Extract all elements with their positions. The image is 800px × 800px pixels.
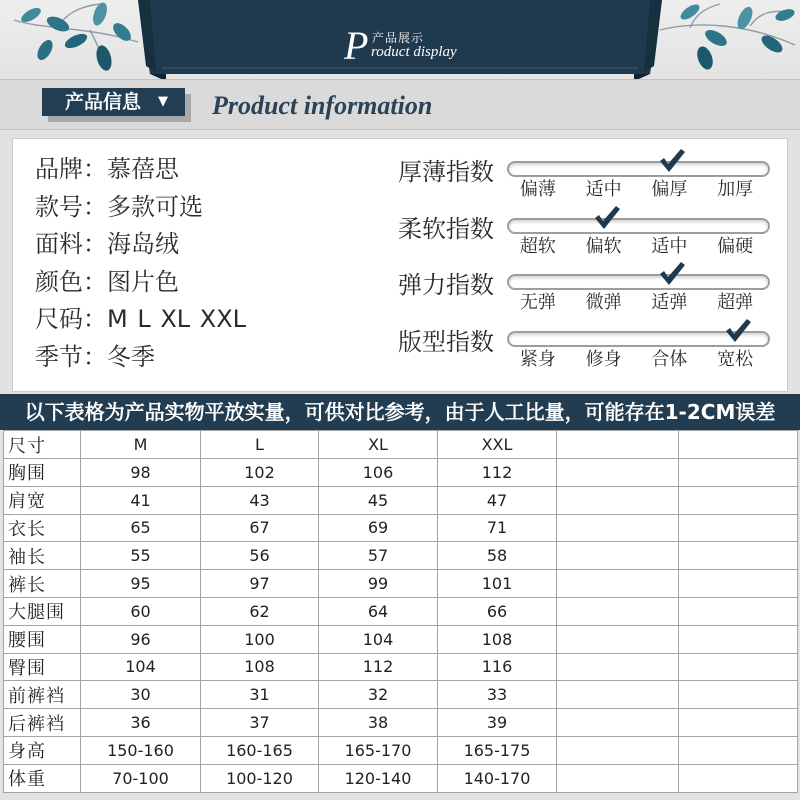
table-cell: 43 <box>201 486 319 514</box>
table-header-row <box>4 431 798 459</box>
index-option: 微弹 <box>585 292 622 313</box>
table-cell: 100 <box>201 625 319 653</box>
attr-value: M L XL XXL <box>107 305 247 334</box>
index-option: 偏软 <box>585 235 622 257</box>
check-mark-icon <box>594 206 620 230</box>
measure-label: 衣长 <box>4 514 81 542</box>
check-mark-icon <box>659 149 685 173</box>
triangle-down-icon: ▼ <box>158 94 168 109</box>
empty-cell <box>557 486 679 514</box>
measure-label: 肩宽 <box>4 486 81 514</box>
index-option: 偏硬 <box>717 235 754 257</box>
index-option: 宽松 <box>717 348 754 370</box>
index-label: 厚薄指数 <box>398 158 494 186</box>
measure-label: 前裤裆 <box>4 681 81 709</box>
measure-label: 后裤裆 <box>4 709 81 737</box>
table-cell: 165-175 <box>438 736 557 764</box>
index-thickness <box>0 150 800 206</box>
attr-label: 品牌： <box>35 155 107 183</box>
attr-label: 季节： <box>35 342 107 371</box>
index-softness <box>0 207 800 263</box>
table-cell: 55 <box>81 542 201 570</box>
empty-cell <box>557 542 679 570</box>
table-cell: 36 <box>81 709 201 737</box>
header-cell: XL <box>319 431 438 459</box>
index-option: 超软 <box>519 235 556 257</box>
empty-cell <box>679 597 798 625</box>
empty-cell <box>557 625 679 653</box>
table-cell: 39 <box>438 709 557 737</box>
table-cell: 56 <box>201 542 319 570</box>
table-cell: 41 <box>81 486 201 514</box>
index-option: 无弹 <box>519 292 556 313</box>
empty-cell <box>557 653 679 681</box>
table-cell: 140-170 <box>438 764 557 792</box>
leaf-decoration-left <box>0 0 150 80</box>
section-tab-label: 产品信息 <box>65 91 142 113</box>
table-cell: 106 <box>319 459 438 487</box>
table-cell: 38 <box>319 709 438 737</box>
index-label: 版型指数 <box>398 327 494 356</box>
table-cell: 104 <box>319 625 438 653</box>
attr-value: 图片色 <box>107 267 179 296</box>
index-option: 修身 <box>585 348 622 370</box>
section-tab <box>42 88 185 116</box>
measure-label: 腰围 <box>4 625 81 653</box>
table-row <box>4 486 798 514</box>
index-track <box>507 218 770 234</box>
empty-cell <box>557 736 679 764</box>
check-mark-icon <box>725 319 751 343</box>
table-row <box>4 597 798 625</box>
table-cell: 101 <box>438 570 557 598</box>
table-cell: 64 <box>319 597 438 625</box>
index-track <box>507 161 770 177</box>
empty-cell <box>679 486 798 514</box>
empty-cell <box>679 542 798 570</box>
table-cell: 97 <box>201 570 319 598</box>
table-row <box>4 459 798 487</box>
empty-cell <box>557 459 679 487</box>
table-cell: 112 <box>438 459 557 487</box>
table-row <box>4 764 798 792</box>
empty-cell <box>557 431 679 459</box>
table-cell: 108 <box>438 625 557 653</box>
empty-cell <box>557 709 679 737</box>
empty-cell <box>679 764 798 792</box>
table-cell: 67 <box>201 514 319 542</box>
table-cell: 150-160 <box>81 736 201 764</box>
attr-label: 款号： <box>35 192 107 221</box>
table-cell: 71 <box>438 514 557 542</box>
header-cell: M <box>81 431 201 459</box>
empty-cell <box>557 570 679 598</box>
table-cell: 31 <box>201 681 319 709</box>
index-track <box>507 274 770 290</box>
empty-cell <box>679 459 798 487</box>
empty-cell <box>679 514 798 542</box>
table-row <box>4 736 798 764</box>
table-cell: 45 <box>319 486 438 514</box>
index-label: 弹力指数 <box>398 271 494 299</box>
table-cell: 102 <box>201 459 319 487</box>
index-option: 适中 <box>585 179 622 200</box>
index-option: 合体 <box>651 348 688 370</box>
attr-label: 尺码： <box>35 305 107 334</box>
table-row <box>4 653 798 681</box>
table-cell: 100-120 <box>201 764 319 792</box>
measure-label: 袖长 <box>4 542 81 570</box>
index-options <box>505 350 768 370</box>
table-cell: 69 <box>319 514 438 542</box>
table-row <box>4 514 798 542</box>
table-cell: 98 <box>81 459 201 487</box>
measure-label: 大腿围 <box>4 597 81 625</box>
empty-cell <box>679 681 798 709</box>
measure-label: 臀围 <box>4 653 81 681</box>
table-cell: 60 <box>81 597 201 625</box>
attr-label: 颜色： <box>35 267 107 296</box>
table-cell: 99 <box>319 570 438 598</box>
table-cell: 57 <box>319 542 438 570</box>
table-cell: 58 <box>438 542 557 570</box>
measure-label: 裤长 <box>4 570 81 598</box>
index-fit <box>0 320 800 376</box>
table-cell: 70-100 <box>81 764 201 792</box>
empty-cell <box>679 570 798 598</box>
table-row <box>4 625 798 653</box>
measurement-notice: 以下表格为产品实物平放实量，可供对比参考，由于人工比量，可能存在1-2CM误差 <box>0 394 800 430</box>
index-option: 紧身 <box>519 348 556 370</box>
table-row <box>4 570 798 598</box>
table-cell: 33 <box>438 681 557 709</box>
table-cell: 95 <box>81 570 201 598</box>
empty-cell <box>557 597 679 625</box>
header-cell: XXL <box>438 431 557 459</box>
index-option: 超弹 <box>717 292 754 313</box>
banner-title-cn: 产品展示 <box>372 31 425 45</box>
table-cell: 65 <box>81 514 201 542</box>
measure-label: 体重 <box>4 764 81 792</box>
attr-label: 面料： <box>35 230 107 259</box>
empty-cell <box>557 681 679 709</box>
index-option: 加厚 <box>717 179 754 200</box>
table-cell: 120-140 <box>319 764 438 792</box>
index-options <box>505 180 768 200</box>
measure-label: 身高 <box>4 736 81 764</box>
index-elasticity <box>0 263 800 319</box>
attr-value: 慕蓓思 <box>107 155 179 183</box>
table-cell: 37 <box>201 709 319 737</box>
table-cell: 47 <box>438 486 557 514</box>
table-cell: 96 <box>81 625 201 653</box>
check-mark-icon <box>659 262 685 286</box>
table-cell: 30 <box>81 681 201 709</box>
size-table <box>3 430 798 793</box>
measure-label: 胸围 <box>4 459 81 487</box>
table-row <box>4 709 798 737</box>
index-options <box>505 237 768 257</box>
empty-cell <box>679 709 798 737</box>
leaf-decoration-right <box>650 0 800 80</box>
table-cell: 112 <box>319 653 438 681</box>
table-cell: 66 <box>438 597 557 625</box>
table-cell: 108 <box>201 653 319 681</box>
table-cell: 32 <box>319 681 438 709</box>
attr-value: 多款可选 <box>107 192 203 221</box>
table-cell: 165-170 <box>319 736 438 764</box>
header-cell: L <box>201 431 319 459</box>
table-cell: 116 <box>438 653 557 681</box>
empty-cell <box>557 764 679 792</box>
empty-cell <box>557 514 679 542</box>
banner-title-en: roduct display <box>371 44 457 60</box>
attr-value: 海岛绒 <box>107 230 179 259</box>
table-cell: 104 <box>81 653 201 681</box>
header-cell: 尺寸 <box>4 431 81 459</box>
section-title: Product information <box>212 91 433 120</box>
index-option: 偏厚 <box>651 179 688 200</box>
index-option: 适中 <box>651 235 688 257</box>
table-row <box>4 681 798 709</box>
table-cell: 62 <box>201 597 319 625</box>
index-label: 柔软指数 <box>398 214 494 243</box>
index-option: 偏薄 <box>519 179 556 200</box>
index-option: 适弹 <box>651 292 688 313</box>
table-row <box>4 542 798 570</box>
empty-cell <box>679 431 798 459</box>
attr-value: 冬季 <box>107 342 155 371</box>
empty-cell <box>679 736 798 764</box>
empty-cell <box>679 653 798 681</box>
empty-cell <box>679 625 798 653</box>
banner-title-initial: P <box>344 23 369 68</box>
table-cell: 160-165 <box>201 736 319 764</box>
index-options <box>505 293 768 313</box>
